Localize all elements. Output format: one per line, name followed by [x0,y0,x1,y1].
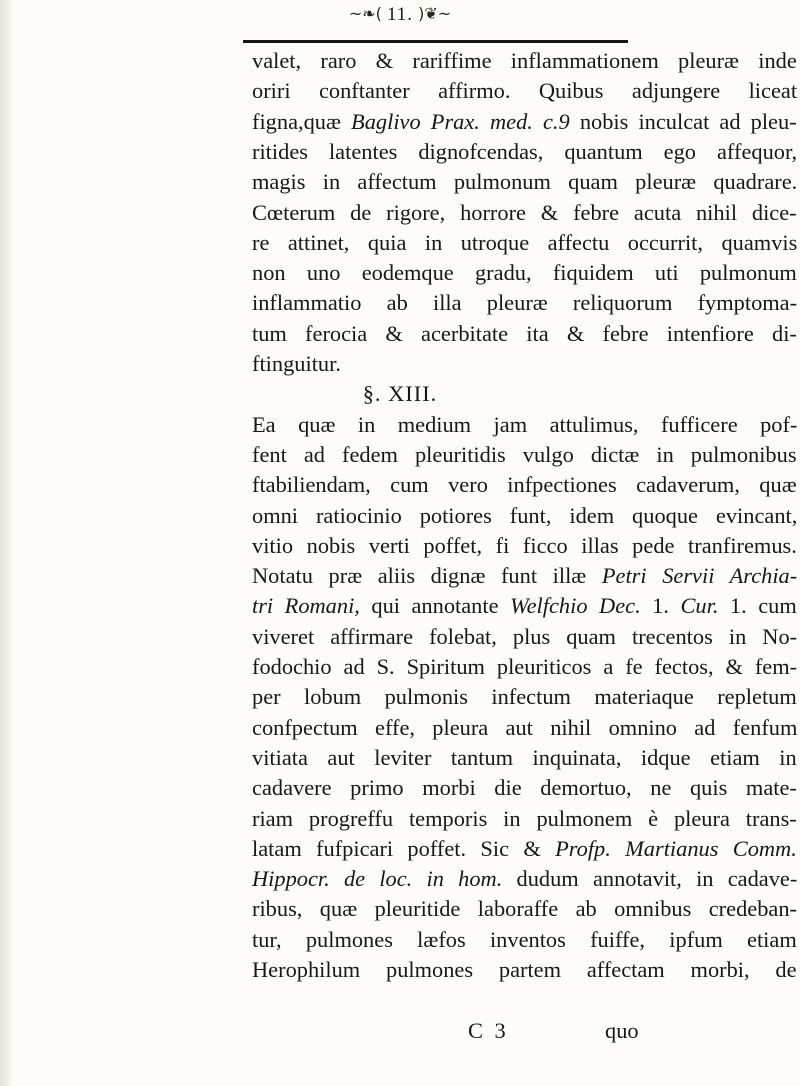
text-span: inflammatio ab illa pleuræ reliquorum fymptoma- [252,290,798,316]
text-line [252,137,797,167]
text-span: tum ferocia & acerbitate ita & febre intenfiore di- [252,320,797,346]
text-span: Ea quæ in medium jam attulimus, fufficere pof- [252,411,798,437]
text-span: per lobum pulmonis infectum materiaque repletum [252,684,797,710]
page-number: 11. [386,4,414,25]
text-span: valet, raro & rariffime inflammationem pleuræ inde [252,48,797,73]
text-line [252,46,797,76]
text-line [252,834,797,864]
text-line [252,258,797,288]
text-line [252,864,797,894]
italic-span: Cur. [680,593,719,619]
text-line [252,319,797,349]
text-line [252,167,797,197]
italic-span: Baglivo Prax. med. c.9 [351,108,570,134]
text-span: fent ad fedem pleuritidis vulgo dictæ in pulmonibus [252,441,797,467]
text-span: tur, pulmones læfos inventos fuiffe, ipfum etiam [252,926,797,952]
catchword: quo [605,1018,639,1043]
text-span: qui annotante [359,593,511,619]
text-line [252,682,797,712]
text-span: latam fufpicari poffet. Sic & [252,835,556,861]
text-line [252,743,797,773]
text-span: magis in affectum pulmonum quam pleuræ quadrare. [252,169,798,195]
text-line [252,925,797,955]
ornament-left: ~❧( [348,4,382,23]
text-line [252,713,797,743]
text-span: vitiata aut leviter tantum inquinata, idque etiam in [252,744,797,770]
text-line [252,773,797,803]
ornament-right: )❦~ [418,4,452,23]
italic-span: tri Romani, [252,593,360,619]
text-span: ftinguitur. [252,351,341,376]
text-line [252,531,797,561]
text-line [252,76,797,106]
text-span: Notatu præ aliis dignæ funt illæ [252,563,602,589]
text-line [252,198,797,228]
text-line [252,804,797,834]
text-span: vitio nobis verti poffet, fi ficco illas pede tranfiremus. [252,532,797,558]
text-span: cadavere primo morbi die demortuo, ne quis mate- [252,775,797,801]
text-span: Herophilum pulmones partem affectam morbi, de [252,957,797,982]
signature-mark: C 3 [468,1018,509,1043]
text-span: fodochio ad S. Spiritum pleuriticos a fe fectos, & fem- [252,654,798,679]
text-line [252,561,797,591]
italic-span: Petri Servii Archia- [601,563,798,589]
text-span: ftabiliendam, cum vero infpectiones cadaverum, quæ [252,472,797,498]
text-line [252,622,797,652]
section-heading: §. XIII. [362,381,438,407]
page-footer [0,1016,800,1046]
text-span: dudum annotavit, in cadave- [502,866,798,892]
text-span: re attinet, quia in utroque affectu occurrit, quamvis [252,229,798,255]
running-header [0,2,800,32]
text-line [252,107,797,137]
italic-span: Profp. Martianus Comm. [555,835,797,861]
text-line [252,894,797,924]
text-span: 1. [640,593,681,619]
text-span: riam progreffu temporis in pulmonem è pleura trans- [252,805,797,831]
italic-span: Hippocr. de loc. in hom. [252,866,503,892]
text-span: oriri conftanter affirmo. Quibus adjungere liceat [252,78,798,104]
text-span: Cœterum de rigore, horrore & febre acuta nihil dice- [252,199,797,225]
text-line [252,440,797,470]
text-span: confpectum effe, pleura aut nihil omnino ad fenfum [252,714,798,740]
italic-span: Welfchio Dec. [510,593,641,619]
text-line [252,288,797,318]
text-line [252,501,797,531]
text-line [252,228,797,258]
text-span: nobis inculcat ad pleu- [569,108,797,134]
text-line [252,410,797,440]
text-span: omni ratiocinio potiores funt, idem quoque evincant, [252,502,798,528]
header-rule [243,40,628,43]
page-edge-shadow [0,0,14,1086]
text-line [252,652,797,682]
text-span: ritides latentes dignofcendas, quantum ego affequor, [252,138,798,164]
text-span: viveret affirmare folebat, plus quam trecentos in No- [252,623,798,649]
text-span: figna,quæ [252,108,352,134]
text-line [252,470,797,500]
text-span: non uno eodemque gradu, fiquidem uti pulmonum [252,260,797,286]
text-line [252,349,341,379]
text-line [252,955,797,985]
text-span: 1. cum [718,593,797,619]
text-span: ribus, quæ pleuritide laboraffe ab omnibus credeban- [252,896,797,922]
text-line [252,591,797,621]
